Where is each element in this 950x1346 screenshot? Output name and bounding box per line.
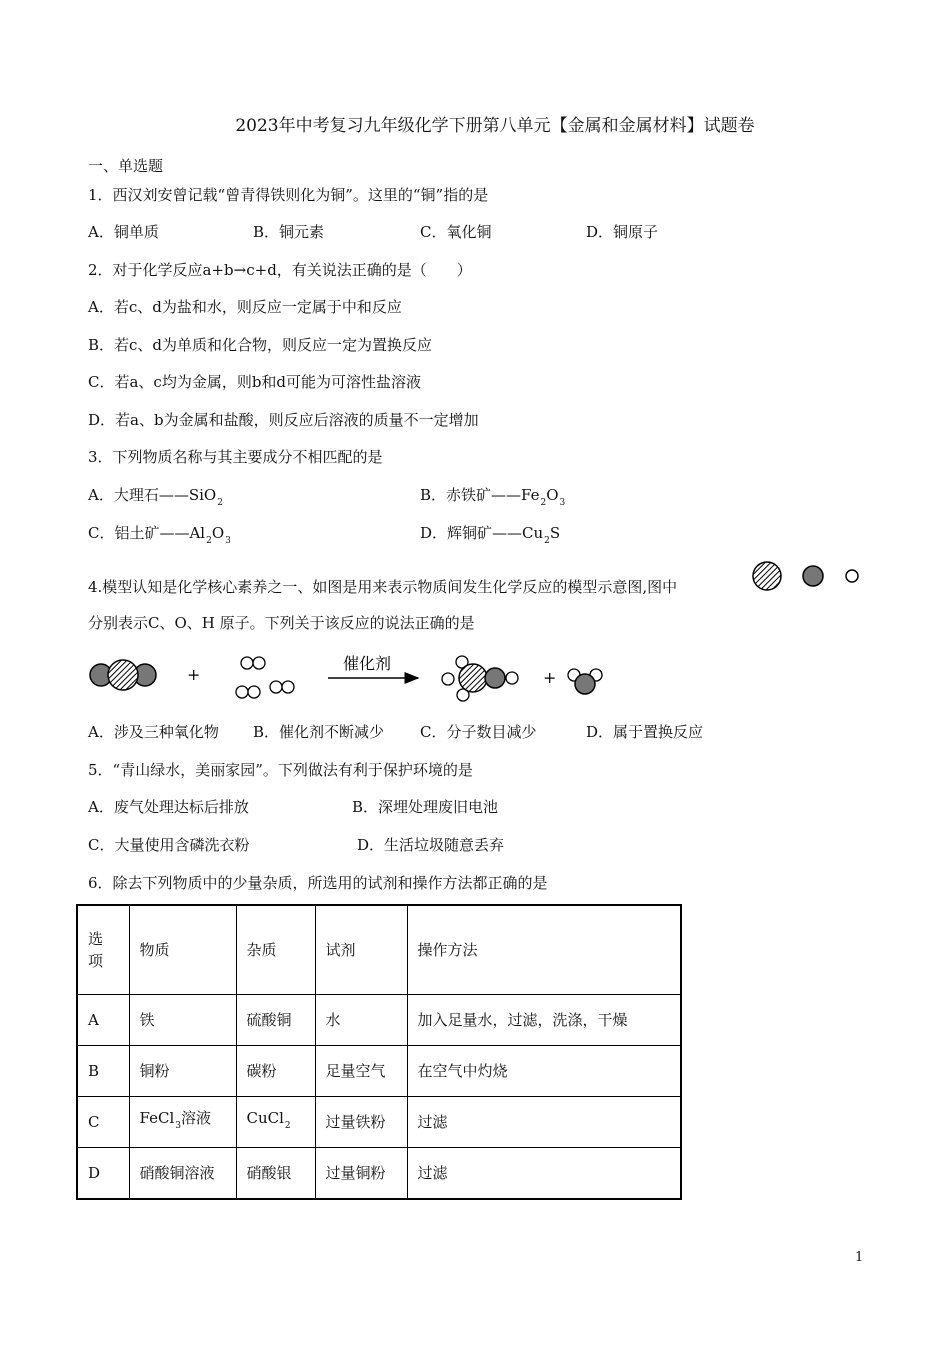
purification-table [76,904,682,1200]
page-title: 2023年中考复习九年级化学下册第八单元【金属和金属材料】试题卷 [235,116,755,136]
cell-impurity: CuCl$_2$ [236,1097,315,1148]
cell-option: A [77,995,129,1046]
q2-option-b: B．若c、d为单质和化合物，则反应一定为置换反应 [88,336,433,354]
q3-option-c: C．铝土矿$——Al_2O_3$ [88,524,231,546]
table-row [77,1046,681,1097]
plus-sign-1: + [187,665,201,684]
cell-impurity: 硫酸铜 [236,995,315,1046]
cell-impurity: 硝酸银 [236,1148,315,1200]
cell-reagent: 足量空气 [315,1046,407,1097]
catalyst-label: 催化剂 [343,654,392,673]
q4-option-d: D．属于置换反应 [586,723,704,741]
header-reagent: 试剂 [315,905,407,995]
question-3-stem: 3．下列物质名称与其主要成分不相匹配的是 [88,448,383,466]
question-4-stem-line1: 4.模型认知是化学核心素养之一、如图是用来表示物质间发生化学反应的模型示意图,图中 [88,578,678,596]
section-heading: 一、单选题 [88,157,164,175]
q4-option-a: A．涉及三种氧化物 [88,723,219,741]
table-row [77,1148,681,1200]
q5-option-b: B．深埋处理废旧电池 [352,798,499,816]
header-substance: 物质 [129,905,236,995]
cell-impurity: 碳粉 [236,1046,315,1097]
reaction-diagram [85,645,615,710]
header-method: 操作方法 [407,905,681,995]
cell-option: D [77,1148,129,1200]
q5-option-a: A．废气处理达标后排放 [88,798,249,816]
ch3oh-molecule [442,656,518,701]
q4-option-b: B．催化剂不断减少 [253,723,385,741]
header-option: 选 项 [77,905,129,995]
cell-reagent: 过量铜粉 [315,1148,407,1200]
co2-molecule [90,660,156,690]
cell-reagent: 过量铁粉 [315,1097,407,1148]
cell-reagent: 水 [315,995,407,1046]
h2o-molecule [568,669,602,694]
q2-option-d: D．若a、b为金属和盐酸，则反应后溶液的质量不一定增加 [88,411,479,429]
table-header-row [77,905,681,995]
q1-option-b: B．铜元素 [253,223,325,241]
question-2-stem: 2．对于化学反应a+b→c+d，有关说法正确的是（ ） [88,261,472,279]
cell-method: 在空气中灼烧 [407,1046,681,1097]
q2-option-a: A．若c、d为盐和水，则反应一定属于中和反应 [88,298,402,316]
atom-legend-icon [750,560,865,594]
q3-option-a: A．大理石——SiO$_2$ [88,486,223,508]
cell-method: 过滤 [407,1148,681,1200]
q5-option-d: D．生活垃圾随意丢弃 [357,836,505,854]
page-number: 1 [855,1250,864,1265]
cell-substance: 硝酸铜溶液 [129,1148,236,1200]
h2-molecules [236,657,294,698]
header-impurity: 杂质 [236,905,315,995]
cell-substance: 铜粉 [129,1046,236,1097]
table-row [77,1097,681,1148]
q4-option-c: C．分子数目减少 [420,723,537,741]
q1-option-a: A．铜单质 [88,223,159,241]
question-4-stem-line2: 分别表示C、O、H 原子。下列关于该反应的说法正确的是 [88,614,475,632]
cell-substance: FeCl$_3$溶液 [129,1097,236,1148]
question-1-stem: 1．西汉刘安曾记载“曾青得铁则化为铜”。这里的“铜”指的是 [88,186,489,204]
q5-option-c: C．大量使用含磷洗衣粉 [88,836,250,854]
question-6-stem: 6．除去下列物质中的少量杂质，所选用的试剂和操作方法都正确的是 [88,874,548,892]
plus-sign-2: + [543,668,557,687]
q2-option-c: C．若a、c均为金属，则b和d可能为可溶性盐溶液 [88,373,422,391]
q3-option-b: B．赤铁矿$——Fe_2O_3$ [420,486,566,508]
cell-method: 过滤 [407,1097,681,1148]
cell-option: B [77,1046,129,1097]
cell-substance: 铁 [129,995,236,1046]
question-5-stem: 5．“青山绿水，美丽家园”。下列做法有利于保护环境的是 [88,761,473,779]
q1-option-c: C．氧化铜 [420,223,492,241]
cell-method: 加入足量水，过滤，洗涤，干燥 [407,995,681,1046]
table-row [77,995,681,1046]
q1-option-d: D．铜原子 [586,223,659,241]
cell-option: C [77,1097,129,1148]
q3-option-d: D．辉铜矿$——Cu_2S$ [420,524,561,546]
